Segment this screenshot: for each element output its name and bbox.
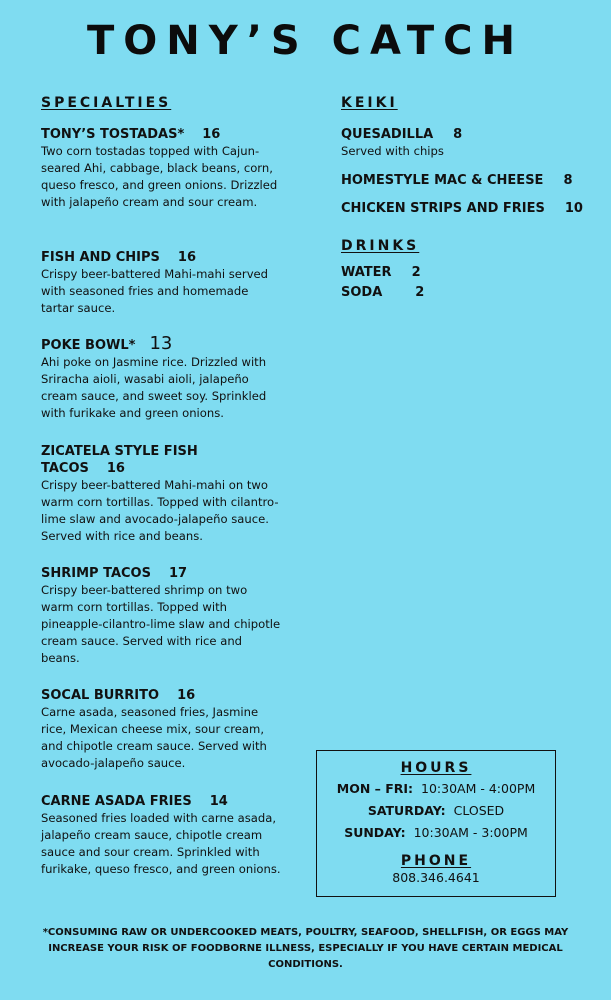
specialties-heading: SPECIALTIES: [41, 95, 172, 111]
hours-row: [317, 778, 555, 800]
item-name: TONY’S TOSTADAS*: [41, 127, 185, 142]
menu-item: [41, 335, 281, 422]
item-price: 8: [453, 127, 463, 142]
item-name: ZICATELA STYLE FISH TACOS: [41, 444, 198, 476]
item-name: POKE BOWL*: [41, 338, 136, 353]
item-price: 16: [202, 127, 221, 142]
hours-day: SUNDAY:: [344, 825, 406, 840]
item-price: 10: [564, 201, 583, 216]
menu-item: [41, 249, 281, 317]
hours-day: MON – FRI:: [336, 781, 414, 796]
hours-time: 10:30AM - 3:00PM: [413, 825, 528, 840]
hours-time: 10:30AM - 4:00PM: [421, 781, 536, 796]
menu-item: [41, 126, 281, 211]
menu-item: [341, 264, 421, 281]
phone-number: 808.346.4641: [392, 870, 480, 885]
keiki-heading: KEIKI: [341, 95, 398, 111]
item-price: 17: [168, 566, 188, 581]
item-price: 16: [177, 250, 196, 265]
item-price: 16: [177, 688, 196, 703]
drinks-heading: DRINKS: [341, 238, 420, 254]
menu-item: [41, 443, 281, 545]
item-description: Ahi poke on Jasmine rice. Drizzled with Sriracha aioli, wasabi aioli, jalapeño cream sauce, and sweet soy. Sprinkled with furikake and green onions.: [41, 355, 267, 420]
disclaimer: *CONSUMING RAW OR UNDERCOOKED MEATS, POULTRY, SEAFOOD, SHELLFISH, OR EGGS MAY INCREASE YOUR RISK OF FOODBORNE ILLNESS, ESPECIALLY IF YOU HAVE CERTAIN MEDICAL CONDITIONS.: [42, 927, 569, 970]
item-price: 16: [106, 461, 125, 476]
item-description: Seasoned fries loaded with carne asada, jalapeño cream sauce, chipotle cream sauce and sour cream. Sprinkled with furikake, queso fresco, and green onions.: [41, 811, 281, 876]
page-title: TONY’S CATCH: [87, 18, 524, 64]
item-description: Two corn tostadas topped with Cajun-seared Ahi, cabbage, black beans, corn, queso fresco, and green onions. Drizzled with jalapeño cream and sour cream.: [41, 144, 278, 209]
item-name: CHICKEN STRIPS AND FRIES: [341, 201, 545, 216]
hours-time: CLOSED: [453, 803, 505, 818]
item-description: Crispy beer-battered shrimp on two warm corn tortillas. Topped with pineapple-cilantro-lime slaw and chipotle cream sauce. Served with rice and beans.: [41, 583, 281, 665]
item-description: Carne asada, seasoned fries, Jasmine rice, Mexican cheese mix, sour cream, and chipotle cream sauce. Served with avocado-jalapeño sauce.: [41, 705, 267, 770]
item-description: Crispy beer-battered Mahi-mahi on two warm corn tortillas. Topped with cilantro-lime slaw and avocado-jalapeño sauce. Served with rice and beans.: [41, 478, 279, 543]
hours-row: [317, 800, 555, 822]
item-price: 2: [415, 285, 425, 300]
item-name: HOMESTYLE MAC & CHEESE: [341, 173, 544, 188]
item-name: SOCAL BURRITO: [41, 688, 160, 703]
item-price: 2: [411, 265, 421, 280]
item-name: SODA: [341, 285, 383, 300]
item-name: CARNE ASADA FRIES: [41, 794, 192, 809]
item-price: 14: [209, 794, 228, 809]
menu-item: [341, 172, 572, 189]
menu-item: [41, 687, 281, 772]
menu-item: [341, 126, 591, 160]
item-description: Served with chips: [341, 144, 444, 158]
item-price: 13: [149, 333, 173, 354]
item-name: WATER: [341, 265, 392, 280]
menu-item: [341, 284, 424, 301]
menu-item: [41, 793, 281, 878]
item-name: FISH AND CHIPS: [41, 250, 160, 265]
item-price: 8: [563, 173, 573, 188]
menu-item: [341, 200, 583, 217]
hours-day: SATURDAY:: [367, 803, 446, 818]
item-description: Crispy beer-battered Mahi-mahi served with seasoned fries and homemade tartar sauce.: [41, 267, 269, 315]
hours-row: [317, 822, 555, 844]
menu-item: [41, 565, 281, 667]
hours-heading: HOURS: [400, 760, 472, 776]
hours-box: [316, 750, 556, 897]
phone-heading: PHONE: [400, 853, 472, 869]
item-name: SHRIMP TACOS: [41, 566, 151, 581]
item-name: QUESADILLA: [341, 127, 434, 142]
